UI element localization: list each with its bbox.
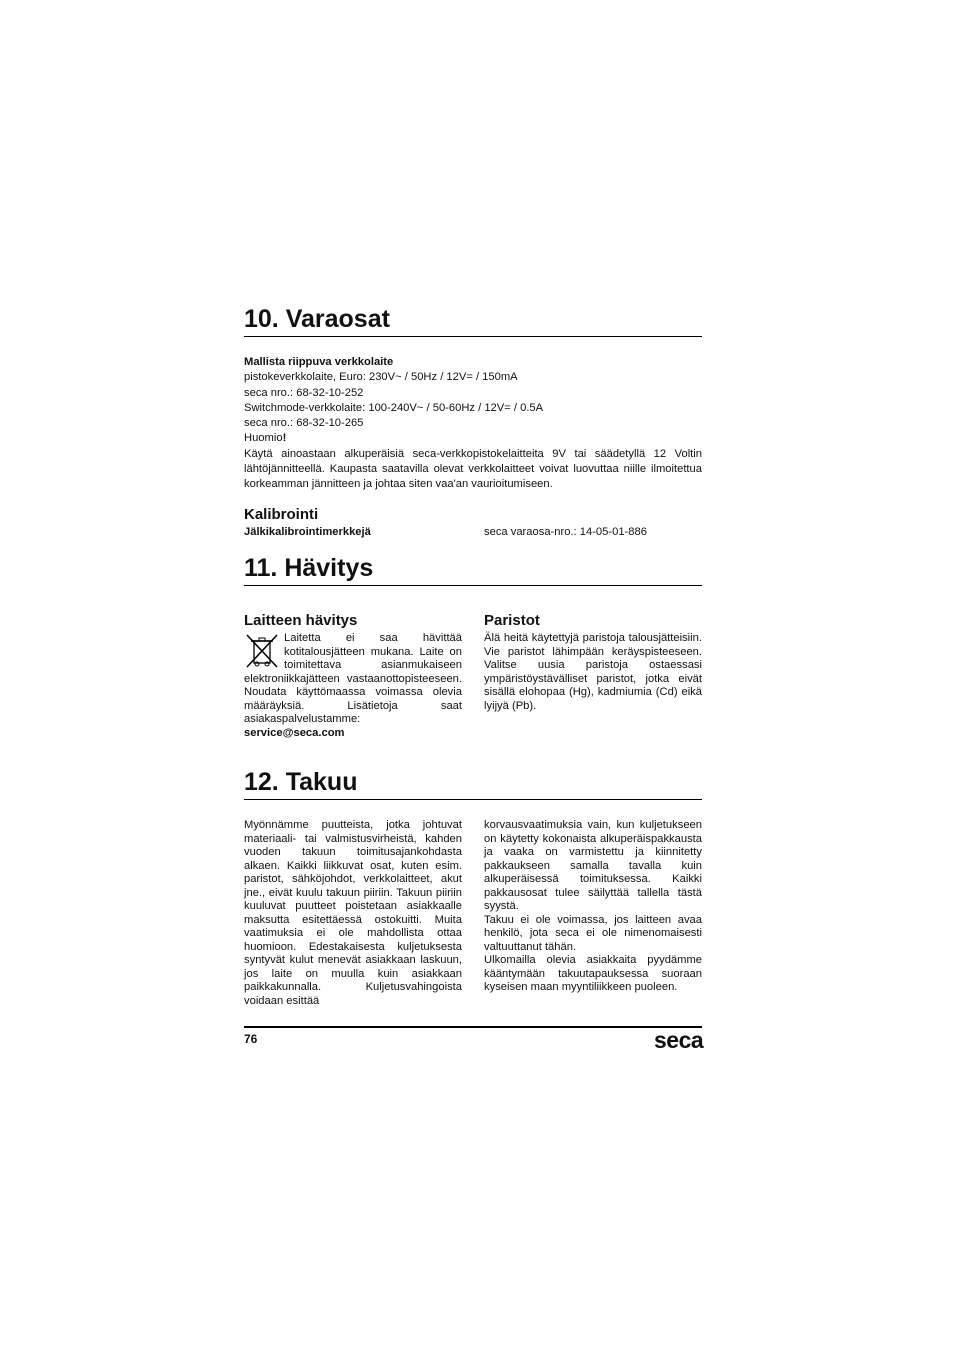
warranty-left-column [244, 819, 462, 1008]
section-12-rule [244, 799, 702, 800]
calibration-label: Jälkikalibrointimerkkejä [244, 526, 371, 538]
device-disposal-text: Laitetta ei saa hävittää kotitalousjätteen mukana. Laite on toimitettava asianmukaiseen elektroniikkajätteen vastaanottopisteeseen. Noudata käyttömaassa voimassa olevia määräyksiä. Lisätietoja saat asiakaspalvelustamme: [244, 632, 462, 725]
calibration-title: Kalibrointi [244, 506, 319, 523]
warranty-right-text-3: Ulkomailla olevia asiakkaita pyydämme kääntymään takuutapauksessa suoraan kyseisen maan myyntiliikkeen puoleen. [484, 954, 702, 993]
warranty-right-text-2: Takuu ei ole voimassa, jos laitteen avaa henkilö, jota seca ei ole nimenomaisesti valtuuttanut tähän. [484, 913, 702, 953]
section-10-title: 10. Varaosat [244, 305, 390, 333]
icon-float-space [244, 632, 284, 672]
section-11-rule [244, 585, 702, 586]
power-supply-warning: Käytä ainoastaan alkuperäisiä seca-verkkopistokelaitteita 9V tai säädetyllä 12 Voltin lähtöjännitteellä. Kaupasta saatavilla olevat verkkolaitteet voivat luovuttaa niille ilmoitettua korkeamman jännitteen ja johtaa siten vaa'an vaurioitumiseen. [244, 447, 702, 491]
power-supply-line-1: pistokeverkkolaite, Euro: 230V~ / 50Hz / 12V= / 150mA [244, 371, 518, 384]
service-email: service@seca.com [244, 726, 345, 739]
seca-logo: seca [654, 1027, 704, 1053]
batteries-title: Paristot [484, 612, 540, 629]
calibration-part-number: seca varaosa-nro.: 14-05-01-886 [484, 526, 647, 538]
power-supply-line-2: seca nro.: 68-32-10-252 [244, 386, 364, 399]
device-disposal-text-block [244, 632, 462, 740]
batteries-text: Älä heitä käytettyjä paristoja talousjätteisiin. Vie paristot lähimpään keräyspisteeseen. Valitse uusia paristoja ostaessasi ympäristöystävälliset paristot, jotka eivät sisällä elohopaa (Hg), kadmiumia (Cd) eikä lyijyä (Pb). [484, 632, 702, 712]
power-supply-line-4: seca nro.: 68-32-10-265 [244, 417, 364, 430]
section-10-body [244, 355, 702, 493]
power-supply-line-3: Switchmode-verkkolaite: 100-240V~ / 50-60Hz / 12V= / 0.5A [244, 401, 544, 414]
attention-label [244, 431, 702, 446]
section-12-title: 12. Takuu [244, 768, 358, 796]
device-disposal-title: Laitteen hävitys [244, 612, 358, 629]
section-11-title: 11. Hävitys [244, 554, 374, 582]
warranty-right-text-1: korvausvaatimuksia vain, kun kuljetukseen on käytetty kokonaista alkuperäispakkausta ja vaaka on varmistettu ja kiinnitetty pakkaukseen samalla tavalla kuin alkuperäisessä toimituksessa. Kaikki pakkausosat tulee säilyttää tallella tästä syystä. [484, 819, 702, 912]
warranty-right-column [484, 819, 702, 995]
page-number: 76 [244, 1032, 258, 1046]
attention-mark: ! [282, 432, 287, 445]
warranty-left-text: Myönnämme puutteista, jotka johtuvat materiaali- tai valmistusvirheistä, kahden vuoden takuun toimitusajankohdasta alkaen. Kaikki liikkuvat osat, kuten esim. paristot, sähköjohdot, verkkolaitteet, akut jne., eivät kuulu takuun piiriin. Takuun piiriin kuuluvat puutteet poistetaan asiakkaalle maksutta esitettäessä ostokuitti. Muita vaatimuksia ei ole mahdollista ottaa huomioon. Edestakaisesta kuljetuksesta syntyvät kulut menevät asiakkaan laskuun, jos laite on muulla kuin asiakkaan paikkakunnalla. Kuljetusvahingoista voidaan esittää [244, 819, 462, 1007]
section-10-rule [244, 336, 702, 337]
attention-word: Huomio [244, 432, 283, 445]
power-supply-subtitle: Mallista riippuva verkkolaite [244, 356, 394, 368]
footer-rule [244, 1026, 702, 1028]
batteries-text-block [484, 632, 702, 713]
